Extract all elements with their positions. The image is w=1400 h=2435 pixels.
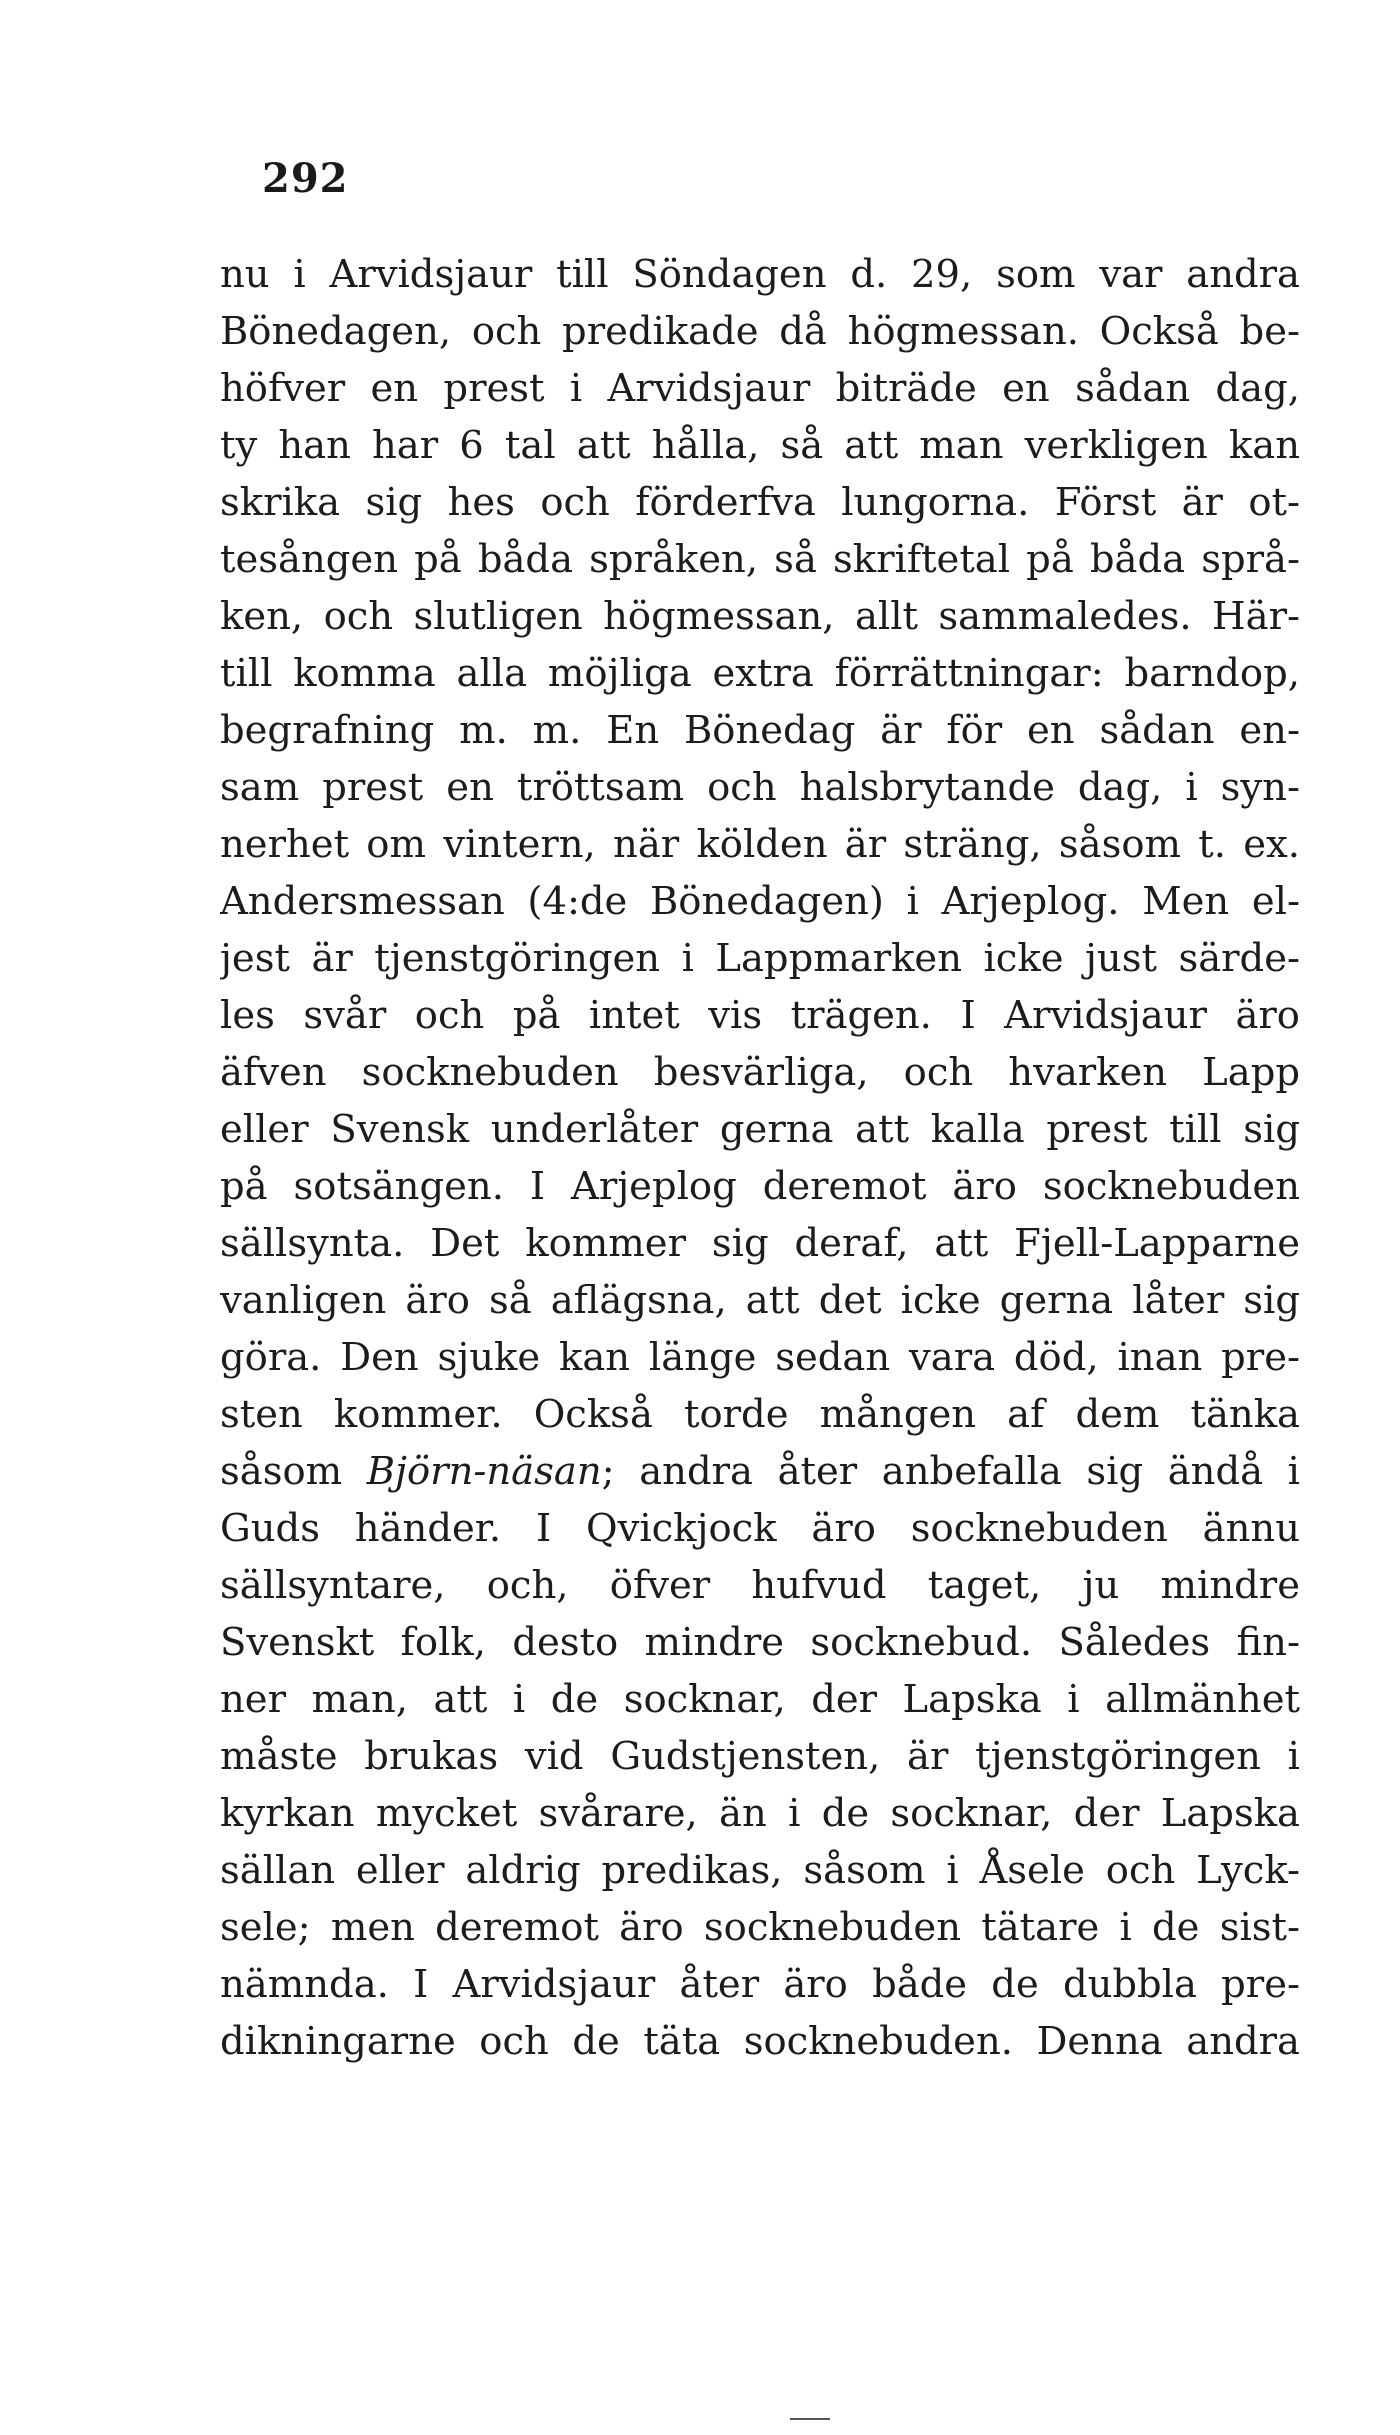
- text-line: sällsyntare, och, öfver hufvud taget, ju mindre: [220, 1563, 1300, 1608]
- text-line: Guds händer. I Qvickjock äro socknebuden ännu: [220, 1506, 1300, 1551]
- text-line: till komma alla möjliga extra förrättningar: barndop,: [220, 651, 1300, 696]
- italic-name: Björn-näsan: [366, 1449, 602, 1494]
- text-line: Bönedagen, och predikade då högmessan. Också be-: [220, 309, 1300, 354]
- text-line: dikningarne och de täta socknebuden. Denna andra: [220, 2019, 1300, 2064]
- text-line: tesången på båda språken, så skriftetal på båda språ-: [220, 537, 1300, 582]
- text-line: vanligen äro så aflägsna, att det icke gerna låter sig: [220, 1278, 1300, 1323]
- text-line: såsom Björn-näsan; andra åter anbefalla sig ändå i: [220, 1449, 1300, 1494]
- text-line: ner man, att i de socknar, der Lapska i allmänhet: [220, 1677, 1300, 1722]
- text-line: äfven socknebuden besvärliga, och hvarken Lapp: [220, 1050, 1300, 1095]
- text-line: jest är tjenstgöringen i Lappmarken icke just särde-: [220, 936, 1300, 981]
- text-line: Svenskt folk, desto mindre socknebud. Således fin-: [220, 1620, 1300, 1665]
- bottom-print-mark: [790, 2418, 830, 2420]
- text-line: nerhet om vintern, när kölden är sträng, såsom t. ex.: [220, 822, 1300, 867]
- text-line: ken, och slutligen högmessan, allt sammaledes. Här-: [220, 594, 1300, 639]
- text-line: höfver en prest i Arvidsjaur biträde en sådan dag,: [220, 366, 1300, 411]
- text-line: sam prest en tröttsam och halsbrytande dag, i syn-: [220, 765, 1300, 810]
- text-line: sällan eller aldrig predikas, såsom i Åsele och Lyck-: [220, 1848, 1300, 1893]
- text-line: göra. Den sjuke kan länge sedan vara död, inan pre-: [220, 1335, 1300, 1380]
- text-line: sele; men deremot äro socknebuden tätare i de sist-: [220, 1905, 1300, 1950]
- text-line: skrika sig hes och förderfva lungorna. Först är ot-: [220, 480, 1300, 525]
- text-line: kyrkan mycket svårare, än i de socknar, der Lapska: [220, 1791, 1300, 1836]
- text-line: måste brukas vid Gudstjensten, är tjenstgöringen i: [220, 1734, 1300, 1779]
- text-line: nämnda. I Arvidsjaur åter äro både de dubbla pre-: [220, 1962, 1300, 2007]
- text-line: på sotsängen. I Arjeplog deremot äro socknebuden: [220, 1164, 1300, 1209]
- text-line: ty han har 6 tal att hålla, så att man verkligen kan: [220, 423, 1300, 468]
- text-line: les svår och på intet vis trägen. I Arvidsjaur äro: [220, 993, 1300, 1038]
- text-line: begrafning m. m. En Bönedag är för en sådan en-: [220, 708, 1300, 753]
- text-line: eller Svensk underlåter gerna att kalla prest till sig: [220, 1107, 1300, 1152]
- text-line: sällsynta. Det kommer sig deraf, att Fjell-Lapparne: [220, 1221, 1300, 1266]
- page-number: 292: [262, 155, 349, 202]
- text-line: sten kommer. Också torde mången af dem tänka: [220, 1392, 1300, 1437]
- text-line: Andersmessan (4:de Bönedagen) i Arjeplog. Men el-: [220, 879, 1300, 924]
- text-line: nu i Arvidsjaur till Söndagen d. 29, som var andra: [220, 252, 1300, 297]
